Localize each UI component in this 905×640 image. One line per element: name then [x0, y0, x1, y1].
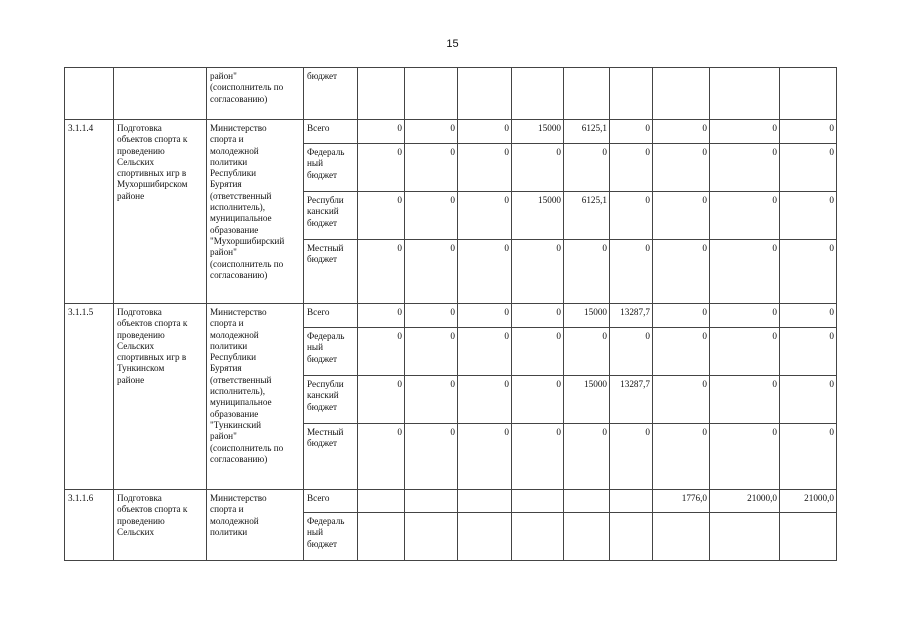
source-cell: Федераль ный бюджет	[304, 144, 358, 192]
value-cell: 0	[653, 424, 710, 490]
code-cell: 3.1.1.4	[65, 120, 114, 304]
value-cell: 0	[564, 328, 610, 376]
value-cell	[405, 68, 458, 120]
table-body	[65, 68, 837, 561]
code-cell	[65, 68, 114, 120]
value-cell: 0	[458, 144, 512, 192]
value-cell: 0	[780, 376, 837, 424]
executor-cell: Министерство спорта и молодежной политики	[207, 490, 304, 561]
source-cell: Республи канский бюджет	[304, 376, 358, 424]
value-cell: 0	[610, 192, 653, 240]
value-cell: 0	[710, 424, 780, 490]
value-cell: 0	[780, 240, 837, 304]
value-cell: 0	[458, 376, 512, 424]
value-cell: 6125,1	[564, 192, 610, 240]
value-cell	[358, 68, 405, 120]
value-cell: 0	[780, 120, 837, 144]
value-cell: 0	[780, 304, 837, 328]
value-cell: 21000,0	[780, 490, 837, 513]
value-cell	[710, 513, 780, 561]
table-row	[65, 490, 837, 513]
value-cell: 15000	[564, 376, 610, 424]
value-cell: 0	[710, 376, 780, 424]
value-cell: 0	[610, 120, 653, 144]
value-cell: 0	[710, 120, 780, 144]
value-cell: 0	[358, 424, 405, 490]
value-cell: 0	[653, 144, 710, 192]
value-cell: 0	[458, 304, 512, 328]
value-cell: 0	[564, 144, 610, 192]
value-cell: 0	[358, 144, 405, 192]
value-cell	[405, 490, 458, 513]
value-cell: 6125,1	[564, 120, 610, 144]
value-cell: 0	[512, 328, 564, 376]
continuation-row	[65, 68, 837, 120]
source-cell: бюджет	[304, 68, 358, 120]
value-cell: 0	[653, 376, 710, 424]
value-cell	[564, 490, 610, 513]
value-cell: 0	[610, 424, 653, 490]
budget-table	[64, 67, 837, 561]
value-cell	[564, 513, 610, 561]
value-cell: 0	[653, 328, 710, 376]
source-cell: Всего	[304, 490, 358, 513]
source-cell: Всего	[304, 120, 358, 144]
executor-cell: Министерство спорта и молодежной политики Республики Бурятия (ответственный исполнитель), муниципальное образование "Мухоршибирский район" (соисполнитель по согласованию)	[207, 120, 304, 304]
value-cell	[458, 513, 512, 561]
value-cell: 15000	[512, 120, 564, 144]
page-number: 15	[446, 38, 459, 50]
table-row	[65, 120, 837, 144]
value-cell: 0	[710, 328, 780, 376]
executor-cell: Министерство спорта и молодежной политики Республики Бурятия (ответственный исполнитель), муниципальное образование "Тункинский район" (соисполнитель по согласованию)	[207, 304, 304, 490]
value-cell	[564, 68, 610, 120]
value-cell: 0	[405, 144, 458, 192]
name-cell: Подготовка объектов спорта к проведению Сельских спортивных игр в Мухоршибирском районе	[114, 120, 207, 304]
value-cell: 0	[458, 120, 512, 144]
value-cell: 0	[653, 240, 710, 304]
value-cell: 0	[653, 192, 710, 240]
value-cell	[780, 68, 837, 120]
value-cell: 0	[358, 240, 405, 304]
value-cell: 0	[564, 424, 610, 490]
code-cell: 3.1.1.5	[65, 304, 114, 490]
value-cell: 1776,0	[653, 490, 710, 513]
value-cell	[610, 513, 653, 561]
value-cell: 0	[610, 240, 653, 304]
value-cell: 0	[610, 328, 653, 376]
value-cell	[405, 513, 458, 561]
value-cell: 0	[512, 240, 564, 304]
value-cell: 0	[512, 424, 564, 490]
value-cell: 15000	[512, 192, 564, 240]
value-cell	[458, 68, 512, 120]
value-cell	[358, 513, 405, 561]
value-cell	[653, 68, 710, 120]
value-cell: 0	[458, 240, 512, 304]
source-cell: Всего	[304, 304, 358, 328]
value-cell: 0	[780, 192, 837, 240]
value-cell	[610, 68, 653, 120]
value-cell: 0	[405, 240, 458, 304]
value-cell: 0	[512, 304, 564, 328]
value-cell: 0	[358, 304, 405, 328]
value-cell	[358, 490, 405, 513]
value-cell: 0	[458, 424, 512, 490]
name-cell: Подготовка объектов спорта к проведению Сельских спортивных игр в Тункинском районе	[114, 304, 207, 490]
value-cell: 0	[358, 376, 405, 424]
value-cell	[458, 490, 512, 513]
value-cell: 0	[458, 328, 512, 376]
value-cell: 0	[405, 304, 458, 328]
value-cell	[653, 513, 710, 561]
value-cell	[512, 490, 564, 513]
source-cell: Федераль ный бюджет	[304, 513, 358, 561]
value-cell: 0	[564, 240, 610, 304]
value-cell	[780, 513, 837, 561]
value-cell: 0	[405, 120, 458, 144]
value-cell: 0	[610, 144, 653, 192]
value-cell: 0	[405, 192, 458, 240]
value-cell: 0	[710, 240, 780, 304]
value-cell: 0	[358, 120, 405, 144]
value-cell: 0	[358, 192, 405, 240]
value-cell: 0	[512, 376, 564, 424]
value-cell: 0	[780, 328, 837, 376]
name-cell: Подготовка объектов спорта к проведению Сельских	[114, 490, 207, 561]
value-cell: 0	[405, 424, 458, 490]
name-cell	[114, 68, 207, 120]
source-cell: Местный бюджет	[304, 424, 358, 490]
value-cell: 13287,7	[610, 376, 653, 424]
source-cell: Местный бюджет	[304, 240, 358, 304]
value-cell: 0	[653, 120, 710, 144]
value-cell: 0	[710, 144, 780, 192]
value-cell: 0	[780, 144, 837, 192]
table-row	[65, 304, 837, 328]
code-cell: 3.1.1.6	[65, 490, 114, 561]
value-cell	[512, 513, 564, 561]
value-cell: 21000,0	[710, 490, 780, 513]
value-cell: 0	[512, 144, 564, 192]
value-cell: 0	[358, 328, 405, 376]
value-cell	[610, 490, 653, 513]
value-cell: 0	[780, 424, 837, 490]
source-cell: Республи канский бюджет	[304, 192, 358, 240]
value-cell: 0	[653, 304, 710, 328]
value-cell: 15000	[564, 304, 610, 328]
value-cell	[512, 68, 564, 120]
value-cell	[710, 68, 780, 120]
value-cell: 0	[405, 328, 458, 376]
value-cell: 13287,7	[610, 304, 653, 328]
executor-cell: район" (соисполнитель по согласованию)	[207, 68, 304, 120]
value-cell: 0	[458, 192, 512, 240]
value-cell: 0	[710, 192, 780, 240]
source-cell: Федераль ный бюджет	[304, 328, 358, 376]
value-cell: 0	[710, 304, 780, 328]
value-cell: 0	[405, 376, 458, 424]
